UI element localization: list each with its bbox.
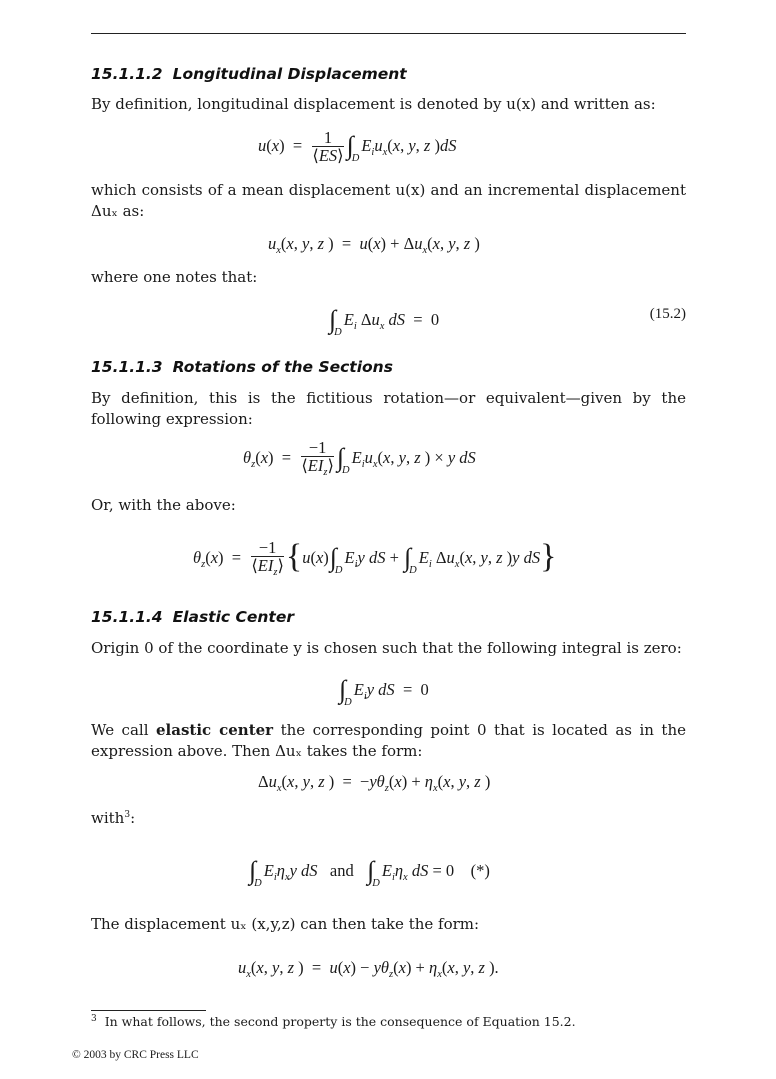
text-star: (*) <box>470 861 490 880</box>
equation-number: (15.2) <box>649 306 686 322</box>
term-elastic-center: elastic center <box>156 721 274 739</box>
equation-displacement-split: $u_x(x$, y, z ) = $u(x) + \Delta u_x(x$, y, z ) <box>268 234 480 256</box>
copyright: © 2003 by CRC Press LLC <box>72 1049 199 1061</box>
footnote-text: In what follows, the second property is the consequence of Equation 15.2. <box>104 1014 576 1030</box>
paragraph-intro-rotations: By definition, this is the fictitious rotation—or equivalent—given by the following expression: <box>91 389 686 428</box>
text-we-call-post: the corresponding point 0 that is located as in the expression above. Then Δuₓ takes the form: <box>91 721 686 760</box>
section-number: 15.1.1.3 <box>91 358 163 376</box>
section-title: Rotations of the Sections <box>172 358 393 376</box>
footnote-rule <box>91 1010 206 1011</box>
paragraph-or-with: Or, with the above: <box>91 496 236 514</box>
paragraph-intro-elastic: Origin 0 of the coordinate y is chosen such that the following integral is zero: <box>91 639 682 657</box>
footnote <box>91 1014 576 1029</box>
section-number: 15.1.1.2 <box>91 65 163 83</box>
text-we-call-pre: We call <box>91 721 156 739</box>
footnote-marker: 3 <box>91 1014 97 1024</box>
equation-mean-displacement: u(x) = $\frac{1}{⟨ES⟩}$ $\int_DE_iu_x(x$, y, z )dS <box>258 127 457 165</box>
section-title: Elastic Center <box>172 608 294 626</box>
paragraph-mean-incremental: which consists of a mean displacement u(x) and an incremental displacement Δuₓ as: <box>91 181 686 220</box>
section-title: Longitudinal Displacement <box>172 65 407 83</box>
section-heading-elastic-center <box>91 608 294 626</box>
paragraph-where: where one notes that: <box>91 268 258 286</box>
section-heading-rotations <box>91 358 393 376</box>
equation-incremental-form: $\Delta u_x(x$, y, z ) = $-y\theta_z(x) + \eta_x(x$, y, z ) <box>258 772 491 794</box>
footnote-ref[interactable]: 3 <box>124 810 131 820</box>
equation-elastic-center: $\int_DE_iy$ dS = 0 <box>339 675 429 708</box>
top-rule <box>91 33 686 34</box>
paragraph-intro-longitudinal: By definition, longitudinal displacement is denoted by u(x) and written as: <box>91 95 656 113</box>
paragraph-with <box>91 805 686 829</box>
paragraph-we-call <box>91 720 686 762</box>
equation-final-displacement: $u_x(x$, y, z ) = $u(x) - y\theta_z(x) + \eta_x(x$, y, z ). <box>238 958 499 980</box>
paragraph-displacement-form: The displacement uₓ (x,y,z) can then take the form: <box>91 915 480 933</box>
equation-eta-properties: $\int_DE_i\eta_xy$ dS and $\int_DE_i\eta_x$ dS = 0 (*) <box>249 856 490 889</box>
section-number: 15.1.1.4 <box>91 608 163 626</box>
text-and: and <box>329 861 354 880</box>
section-heading-longitudinal <box>91 65 407 83</box>
equation-rotation: $\theta_z(x)$ = $\frac{-1}{⟨EI_z⟩}$ $\int_DE_iu_x(x$, y, z ) × y dS <box>243 438 476 479</box>
text-colon: : <box>130 809 136 827</box>
equation-15-2: $\int_DE_i$ $\Delta u_x$ dS = 0 <box>329 305 440 338</box>
equation-rotation-expanded: $\theta_z(x)$ = $\frac{-1}{⟨EI_z⟩}$ {$u(x)\int_DE_iy$ dS + $\int_DE_i$ $\Delta u_x(x$, y, z )y dS} <box>193 538 557 579</box>
text-with: with <box>91 809 125 827</box>
